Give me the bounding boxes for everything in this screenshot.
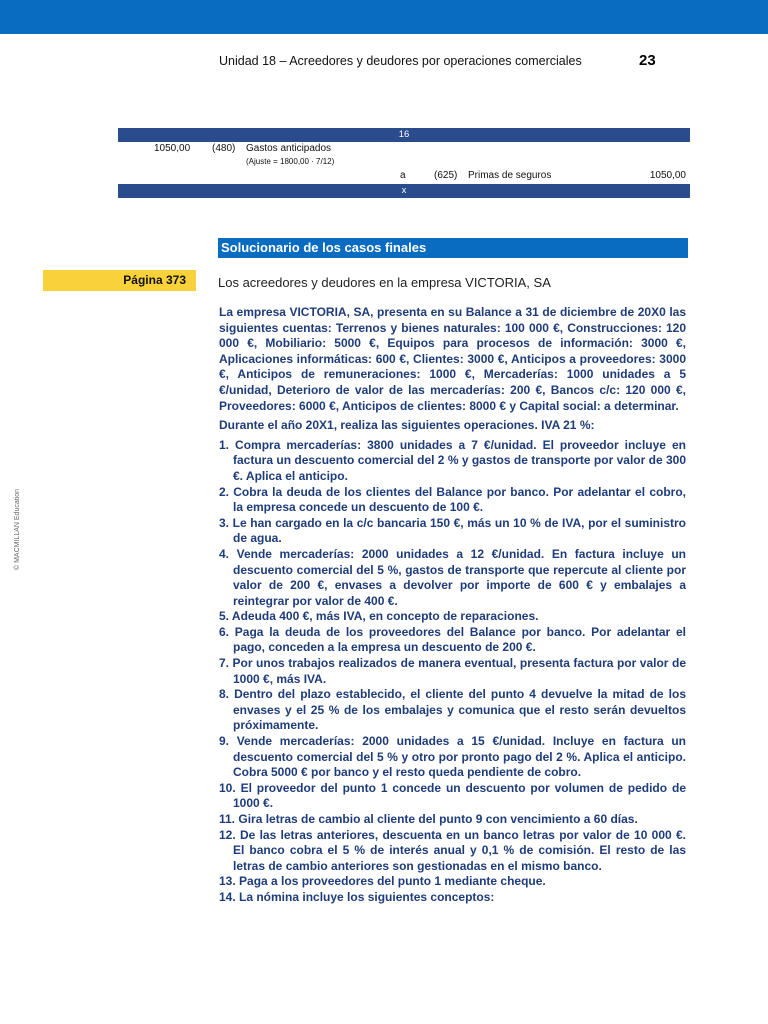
credit-account-code: (625) [434, 170, 458, 181]
page-number: 23 [639, 52, 656, 69]
credit-marker: a [400, 170, 406, 181]
list-item: 9. Vende mercaderías: 2000 unidades a 15 €/unidad. Incluye en factura un descuento comercial del 5 % y otro por pronto pago del 2 %. Aplica el anticipo. Cobra 5000 € por banco y el resto queda pendiente de cobro. [219, 734, 686, 780]
journal-footer-marker: x [118, 184, 690, 198]
credit-amount: 1050,00 [649, 170, 686, 181]
journal-debit-row [118, 142, 690, 156]
debit-account-name: Gastos anticipados [246, 143, 332, 154]
running-header: Unidad 18 – Acreedores y deudores por operaciones comerciales [219, 54, 582, 68]
list-item: 1. Compra mercaderías: 3800 unidades a 7 €/unidad. El proveedor incluye en factura un descuento comercial del 2 % y gastos de transporte por valor de 300 €. Aplica el anticipo. [219, 437, 686, 483]
list-item: 13. Paga a los proveedores del punto 1 mediante cheque. [219, 874, 546, 889]
page-reference-badge: Página 373 [43, 270, 196, 291]
operations-list [219, 438, 686, 906]
list-item: 6. Paga la deuda de los proveedores del Balance por banco. Por adelantar el pago, conceden a la empresa un descuento de 200 €. [219, 624, 686, 655]
top-banner [0, 0, 768, 34]
list-item: 4. Vende mercaderías: 2000 unidades a 12 €/unidad. En factura incluye un descuento comercial del 5 %, gastos de transporte que repercute al cliente por valor de 200 €, envases a devolver por importe de 600 € y embalajes a reintegrar por valor de 400 €. [219, 546, 686, 608]
copyright-credit: © MACMILLAN Education [14, 488, 21, 570]
debit-note: (Ajuste = 1800,00 · 7/12) [246, 157, 335, 166]
credit-account-name: Primas de seguros [468, 170, 552, 181]
section-title: Solucionario de los casos finales [218, 238, 688, 258]
case-title: Los acreedores y deudores en la empresa VICTORIA, SA [218, 275, 551, 290]
list-item: 12. De las letras anteriores, descuenta en un banco letras por valor de 10 000 €. El banco cobra el 5 % de interés anual y 0,1 % de comisión. El resto de las letras de cambio anteriores son gestionadas en el mismo banco. [219, 827, 686, 873]
debit-amount: 1050,00 [154, 143, 191, 154]
journal-entry [118, 128, 690, 198]
list-item: 2. Cobra la deuda de los clientes del Balance por banco. Por adelantar el cobro, la empresa concede un descuento de 100 €. [219, 484, 686, 515]
list-item: 11. Gira letras de cambio al cliente del punto 9 con vencimiento a 60 días. [219, 812, 638, 826]
list-item: 7. Por unos trabajos realizados de manera eventual, presenta factura por valor de 1000 €, más IVA. [219, 656, 686, 686]
journal-credit-row [118, 168, 690, 184]
lead-paragraph: Durante el año 20X1, realiza las siguientes operaciones. IVA 21 %: [219, 418, 595, 433]
intro-paragraph: La empresa VICTORIA, SA, presenta en su Balance a 31 de diciembre de 20X0 las siguientes cuentas: Terrenos y bienes naturales: 100 000 €, Construcciones: 120 000 €, Mobiliario: 5000 €, Equipos para procesos de información: 3000 €, Aplicaciones informáticas: 600 €, Clientes: 3000 €, Anticipos a proveedores: 3000 €, Anticipos de remuneraciones: 1000 €, Mercaderías: 1000 unidades a 5 €/unidad, Deterioro de valor de las mercaderías: 200 €, Bancos c/c: 120 000 €, Proveedores: 6000 €, Anticipos de clientes: 8000 € y Capital social: a determinar. [219, 305, 686, 413]
debit-account-code: (480) [212, 143, 236, 154]
list-item: 3. Le han cargado en la c/c bancaria 150 €, más un 10 % de IVA, por el suministro de agua. [219, 515, 686, 546]
journal-entry-number: 16 [118, 128, 690, 142]
list-item: 8. Dentro del plazo establecido, el cliente del punto 4 devuelve la mitad de los envases y el 25 % de los embalajes y comunica que el resto serán devueltos próximamente. [219, 687, 686, 733]
list-item: 14. La nómina incluye los siguientes conceptos: [219, 889, 495, 904]
list-item: 5. Adeuda 400 €, más IVA, en concepto de reparaciones. [219, 609, 539, 624]
journal-note-row [118, 156, 690, 168]
case-body [219, 305, 686, 906]
list-item: 10. El proveedor del punto 1 concede un descuento por volumen de pedido de 1000 €. [219, 780, 686, 811]
